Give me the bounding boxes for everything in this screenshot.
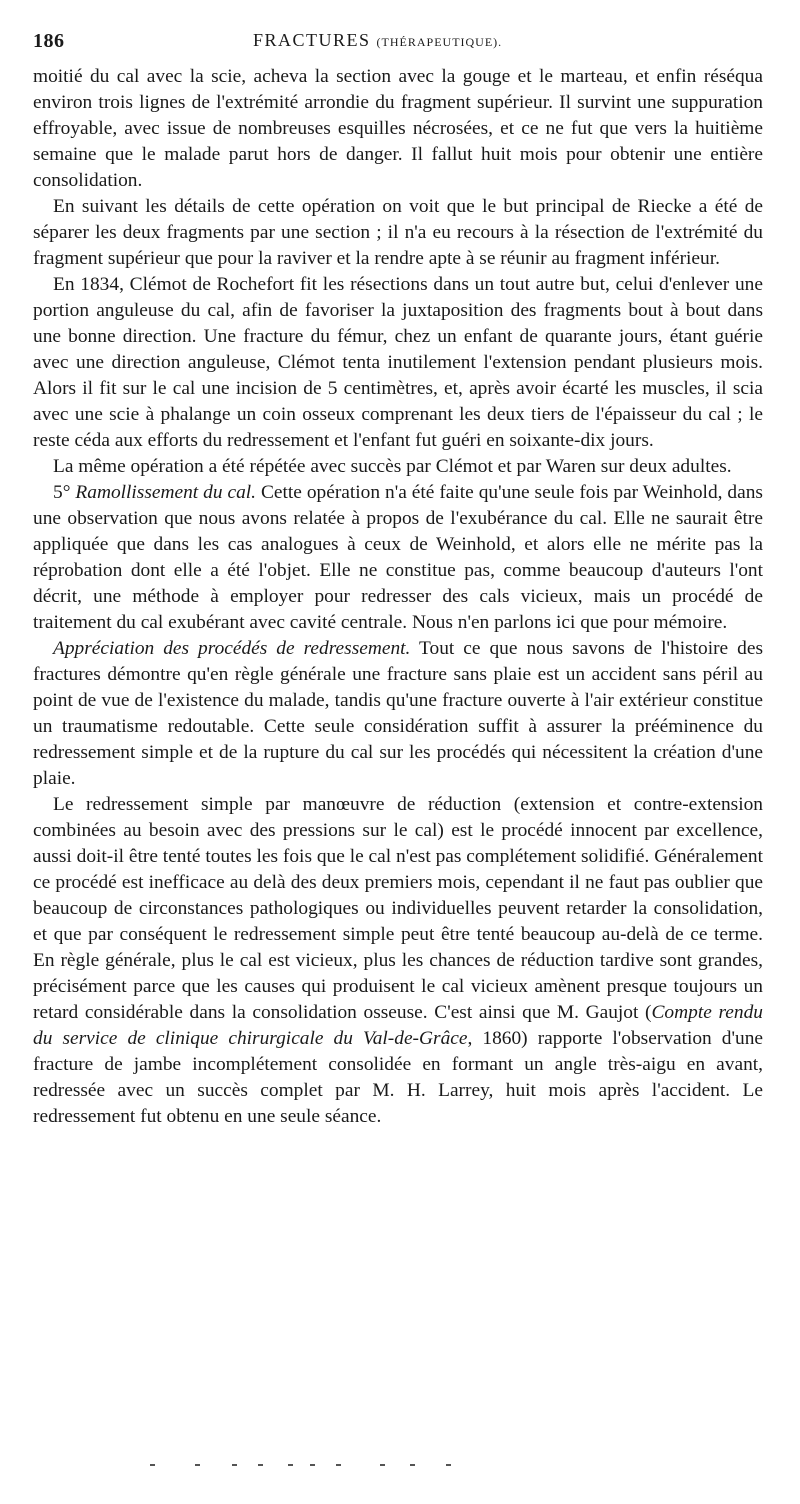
- paragraph: [33, 64, 763, 194]
- text-run: Cette opération n'a été faite qu'une seule fois par Weinhold, dans une observation que nous avons relatée à propos de l'exubérance du cal. Elle ne saurait être appliquée que dans les cas analogues à ceux de Weinhold, et alors elle ne mérite pas la réprobation dont elle a été l'objet. Elle ne constitue pas, comme beaucoup d'auteurs l'ont décrit, une méthode à employer pour redresser des cals vicieux, mais un procédé de traitement du cal exubérant avec cavité centrale. Nous n'en parlons ici que pour mémoire.: [33, 482, 763, 633]
- text-run: moitié du cal avec la scie, acheva la section avec la gouge et le marteau, et enfin réséqua environ trois lignes de l'extrémité arrondie du fragment supérieur. Il survint une suppuration effroyable, avec issue de nombreuses esquilles nécrosées, et ce ne fut que vers la huitième semaine que le malade parut hors de danger. Il fallut huit mois pour obtenir une entière consolidation.: [33, 66, 763, 191]
- paragraph: [33, 792, 763, 1130]
- paragraph: [33, 636, 763, 792]
- italic-text: Appréciation des procédés de redressement.: [53, 638, 411, 659]
- header-subtitle: (THÉRAPEUTIQUE).: [376, 35, 503, 49]
- header-title: FRACTURES: [253, 30, 371, 50]
- paragraph: [33, 272, 763, 454]
- paragraph: [33, 454, 763, 480]
- italic-text: Compte rendu du service de clinique chirurgicale du Val-de-Grâce: [33, 1002, 764, 1049]
- text-run: Tout ce que nous savons de l'histoire des fractures démontre qu'en règle générale une fracture sans plaie est un accident sans péril au point de vue de l'existence du malade, tandis qu'une fracture ouverte à l'air extérieur constitue un traumatisme redoutable. Cette seule considération suffit à assurer la prééminence du redressement simple et de la rupture du cal sur les procédés qui nécessitent la création d'une plaie.: [33, 638, 763, 789]
- paragraph: [33, 194, 763, 272]
- text-run: La même opération a été répétée avec succès par Clémot et par Waren sur deux adultes.: [53, 456, 732, 477]
- footer-marks: [0, 1464, 800, 1474]
- document-page: [33, 30, 763, 1130]
- text-run: 5°: [53, 482, 76, 503]
- text-run: Le redressement simple par manœuvre de réduction (extension et contre-extension combinées au besoin avec des pressions sur le cal) est le procédé innocent par excellence, aussi doit-il être tenté toutes les fois que le cal n'est pas complétement solidifié. Généralement ce procédé est inefficace au delà des deux premiers mois, cependant il ne faut pas oublier que beaucoup de circonstances pathologiques ou individuelles peuvent retarder la consolidation, et que par conséquent le redressement simple peut être tenté beaucoup au-delà de ce terme. En règle générale, plus le cal est vicieux, plus les chances de réduction tardive sont grandes, précisément parce que les causes qui produisent le cal vicieux amènent presque toujours un retard considérable dans la consolidation osseuse. C'est ainsi que M. Gaujot (: [33, 794, 763, 1023]
- page-number: 186: [33, 30, 65, 52]
- text-run: En suivant les détails de cette opération on voit que le but principal de Riecke a été de séparer les deux fragments par une section ; il n'a eu recours à la résection de l'extrémité du fragment supérieur que pour la raviver et la rendre apte à se réunir au fragment inférieur.: [33, 196, 763, 269]
- text-run: , 1860) rapporte l'observation d'une fracture de jambe incomplétement consolidée en formant un angle très-aigu en avant, redressée avec un succès complet par M. H. Larrey, huit mois après l'accident. Le redressement fut obtenu en une seule séance.: [33, 1028, 763, 1127]
- paragraph: [33, 480, 763, 636]
- italic-text: Ramollissement du cal.: [75, 482, 257, 503]
- text-run: En 1834, Clémot de Rochefort fit les résections dans un tout autre but, celui d'enlever une portion anguleuse du cal, afin de favoriser la juxtaposition des fragments bout à bout dans une bonne direction. Une fracture du fémur, chez un enfant de quarante jours, étant guérie avec une direction anguleuse, Clémot tenta inutilement l'extension pendant plusieurs mois. Alors il fit sur le cal une incision de 5 centimètres, et, après avoir écarté les muscles, il scia avec une scie à phalange un coin osseux comprenant les deux tiers de l'épaisseur du cal ; le reste céda aux efforts du redressement et l'enfant fut guéri en soixante-dix jours.: [33, 274, 763, 451]
- running-header: [33, 30, 763, 64]
- body-text: [33, 64, 763, 1130]
- header-title-group: [253, 30, 502, 51]
